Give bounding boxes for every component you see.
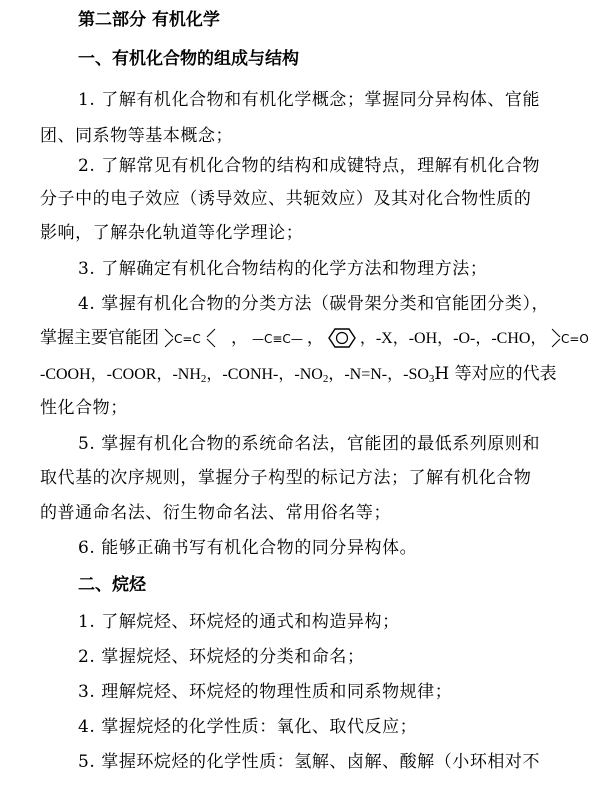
subscript: 3: [428, 373, 435, 385]
item-2-line-2: 分子中的电子效应（诱导效应、共轭效应）及其对化合物性质的: [40, 189, 532, 209]
section-2-title: 二、烷烃: [78, 575, 146, 595]
group-cooh-coor-nh: -COOH，-COOR，-NH: [40, 366, 201, 383]
item-6-line-1: 6. 能够正确书写有机化合物的同分异构体。: [78, 538, 418, 558]
item-4-line-1: 4. 掌握有机化合物的分类方法（碳骨架分类和官能团分类），: [78, 294, 550, 314]
section-1-title: 一、有机化合物的组成与结构: [78, 49, 299, 69]
alkane-item-5: 5. 掌握环烷烃的化学性质：氢解、卤解、酸解（小环相对不: [78, 752, 541, 772]
item-5-line-2: 取代基的次序规则，掌握分子构型的标记方法；了解有机化合物: [40, 468, 532, 488]
group-tail: H 等对应的代表: [434, 364, 557, 384]
item-1-line-1: 1. 了解有机化合物和有机化学概念；掌握同分异构体、官能: [78, 90, 541, 110]
item-2-line-1: 2. 了解常见有机化合物的结构和成键特点，理解有机化合物: [78, 156, 541, 176]
alkane-item-1: 1. 了解烷烃、环烷烃的通式和构造异构；: [78, 612, 400, 632]
item-3-line-1: 3. 了解确定有机化合物结构的化学方法和物理方法；: [78, 259, 488, 279]
functional-groups-list: ，-X，-OH，-O-，-CHO，: [359, 330, 547, 347]
alkane-item-4: 4. 掌握烷烃的化学性质：氧化、取代反应；: [78, 717, 418, 737]
alkane-item-3: 3. 理解烷烃、环烷烃的物理性质和同系物规律；: [78, 682, 453, 702]
group-conh-no: ，-CONH-，-NO: [206, 366, 323, 383]
carbonyl-label: C=O: [561, 332, 590, 346]
carbonyl-structure-icon: [550, 327, 598, 349]
benzene-ring-icon: [328, 327, 356, 349]
subscript: 2: [200, 373, 207, 385]
alkyne-label: —C≡C—: [252, 332, 303, 346]
alkane-item-2: 2. 掌握烷烃、环烷烃的分类和命名；: [78, 647, 365, 667]
group-nn-so: ，-N=N-，-SO: [328, 366, 429, 383]
subscript: 2: [322, 373, 329, 385]
item-4-prefix: 掌握主要官能团: [40, 328, 159, 348]
item-2-line-3: 影响，了解杂化轨道等化学理论；: [40, 223, 304, 243]
alkene-structure-icon: [163, 327, 227, 349]
item-1-line-2: 团、同系物等基本概念；: [40, 126, 234, 146]
item-4-line-2: 掌握主要官能团 C=C ， —C≡C— ， ，-X，-OH，-O-，-CHO， C=O: [40, 327, 604, 350]
alkene-label: C=C: [174, 332, 201, 346]
item-5-line-1: 5. 掌握有机化合物的系统命名法，官能团的最低系列原则和: [78, 434, 541, 454]
item-4-line-4: 性化合物；: [40, 398, 128, 418]
item-5-line-3: 的普通命名法、衍生物命名法、常用俗名等；: [40, 503, 391, 523]
item-4-line-3: [40, 363, 604, 390]
part-title: 第二部分 有机化学: [78, 10, 220, 30]
